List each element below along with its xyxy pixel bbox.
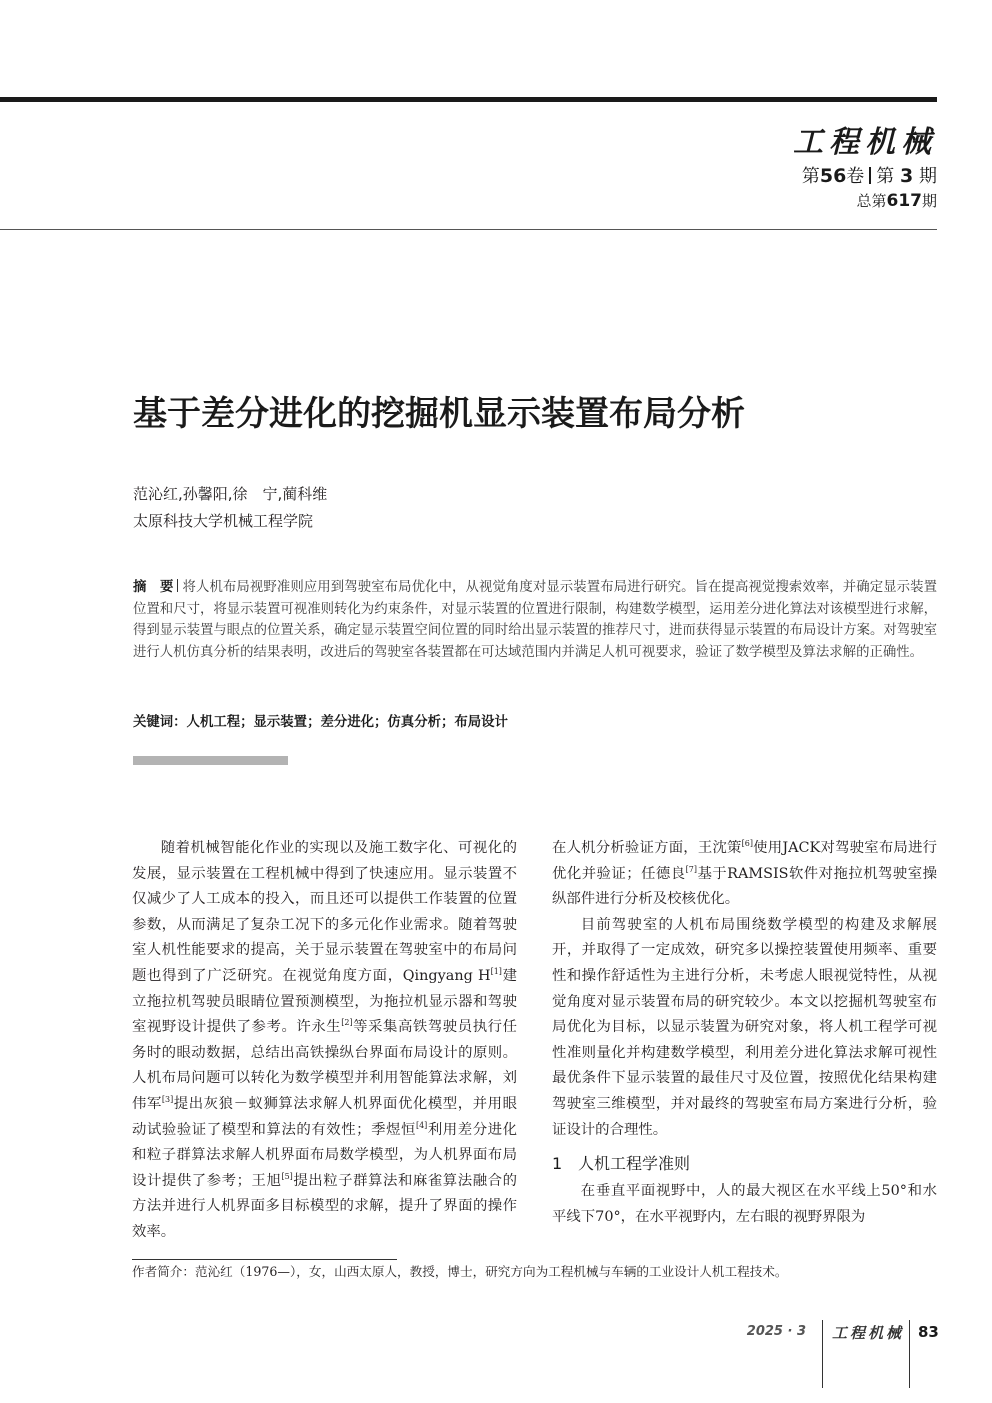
paragraph: 在人机分析验证方面，王沈策[6]使用JACK对驾驶室布局进行优化并验证；任德良[7]基于RAMSIS软件对拖拉机驾驶室操纵部件进行分析及校核优化。 [552, 839, 937, 908]
right-column [552, 836, 937, 1230]
affiliation: 太原科技大学机械工程学院 [133, 512, 314, 530]
paragraph: 随着机械智能化作业的实现以及施工数字化、可视化的发展，显示装置在工程机械中得到了快速应用。显示装置不仅减少了人工成本的投入，而且还可以提供工作装置的位置参数，从而满足了复杂工况下的多元化作业需求。随着驾驶室人机性能要求的提高，关于显示装置在驾驶室中的布局问题也得到了广泛研究。在视觉角度方面，Qingyang H[1]建立拖拉机驾驶员眼睛位置预测模型，为拖拉机显示器和驾驶室视野设计提供了参考。许永生[2]等采集高铁驾驶员执行任务时的眼动数据，总结出高铁操纵台界面布局设计的原则。人机布局问题可以转化为数学模型并利用智能算法求解，刘伟军[3]提出灰狼－蚁狮算法求解人机界面优化模型，并用眼动试验验证了模型和算法的有效性；季煜恒[4]利用差分进化和粒子群算法求解人机界面布局数学模型，为人机界面布局设计提供了参考；王旭[5]提出粒子群算法和麻雀算法融合的方法并进行人机界面多目标模型的求解，提升了界面的操作效率。 [132, 840, 517, 1240]
section-heading [552, 1153, 937, 1175]
header-rule [0, 229, 937, 230]
footer-divider [822, 1320, 823, 1388]
footnote-rule [132, 1259, 397, 1260]
issue-separator [869, 167, 871, 184]
top-rule [0, 97, 937, 102]
journal-logo: 工程机械 [793, 125, 937, 160]
abstract-text: 将人机布局视野准则应用到驾驶室布局优化中，从视觉角度对显示装置布局进行研究。旨在提高视觉搜索效率，并确定显示装置位置和尺寸，将显示装置可视准则转化为约束条件，对显示装置的位置进行限制，构建数学模型，运用差分进化算法对该模型进行求解，得到显示装置与眼点的位置关系，确定显示装置空间位置的同时给出显示装置的推荐尺寸，进而获得显示装置的布局设计方案。对驾驶室进行人机仿真分析的结果表明，改进后的驾驶室各装置都在可达域范围内并满足人机可视要求，验证了数学模型及算法求解的正确性。 [133, 580, 938, 660]
left-column [132, 836, 517, 1246]
section-divider-bar [133, 756, 288, 765]
author-footnote: 作者简介：范沁红（1976—），女，山西太原人，教授，博士，研究方向为工程机械与车辆的工业设计人机工程技术。 [132, 1264, 788, 1279]
footer-date: 2025 · 3 [746, 1324, 806, 1339]
page-number: 83 [918, 1323, 939, 1341]
volume-issue: 第56卷 第 3 期 [801, 165, 937, 187]
citation[interactable]: [5] [281, 1171, 293, 1181]
citation[interactable]: [2] [341, 1018, 353, 1028]
footer-divider [909, 1320, 910, 1388]
paragraph: 目前驾驶室的人机布局围绕数学模型的构建及求解展开，并取得了一定成效，研究多以操控装置使用频率、重要性和操作舒适性为主进行分析，未考虑人眼视觉特性，从视觉角度对显示装置布局的研究较少。本文以挖掘机驾驶室布局优化为目标，以显示装置为研究对象，将人机工程学可视性准则量化并构建数学模型，利用差分进化算法求解可视性最优条件下显示装置的最佳尺寸及位置，按照优化结果构建驾驶室三维模型，并对最终的驾驶室布局方案进行分析，验证设计的合理性。 [552, 916, 937, 1138]
abstract [133, 577, 937, 663]
authors: 范沁红,孙馨阳,徐 宁,蔺科维 [133, 485, 328, 503]
footer-journal-logo: 工程机械 [832, 1324, 905, 1342]
citation[interactable]: [4] [415, 1120, 428, 1130]
keywords: 关键词：人机工程；显示装置；差分进化；仿真分析；布局设计 [133, 715, 508, 730]
citation[interactable]: [7] [685, 864, 697, 874]
section-number: 1 [552, 1154, 563, 1174]
masthead [637, 126, 937, 211]
paragraph: 在垂直平面视野中，人的最大视区在水平线上50°和水平线下70°，在水平视野内，左右眼的视野界限为 [552, 1183, 937, 1225]
citation[interactable]: [6] [741, 839, 753, 849]
section-title: 人机工程学准则 [578, 1154, 691, 1174]
citation[interactable]: [1] [490, 967, 502, 977]
citation[interactable]: [3] [161, 1095, 174, 1105]
abstract-label: 摘 要 [133, 580, 174, 595]
abstract-separator [177, 579, 178, 592]
total-issue: 总第617期 [856, 191, 937, 211]
article-title: 基于差分进化的挖掘机显示装置布局分析 [133, 394, 745, 434]
